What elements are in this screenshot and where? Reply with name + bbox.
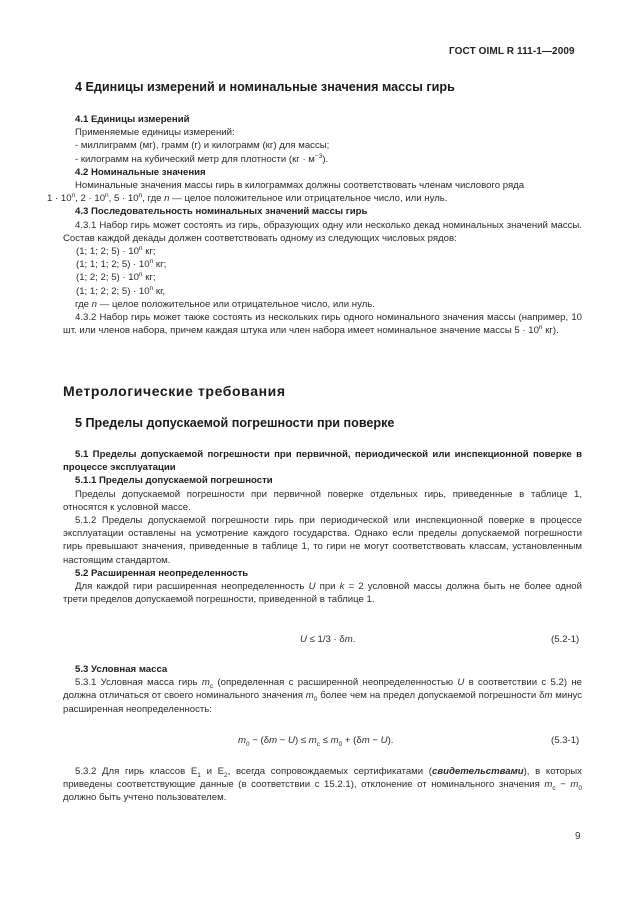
section-4-body xyxy=(47,113,582,337)
equation-5-3-1-number: (5.3-1) xyxy=(551,735,580,746)
equation-5-3-1: $m_0 - (\delta m - U) \le m_c \le m_0 + (\delta m - U)$. xyxy=(238,735,394,748)
section-5-3-2-text: 5.3.2 Для гирь классов $E_1$ и $E_2$, всегда сопровождаемых сертификатами (свидетельствами), в которых приведены соответствующие данные (в соответствии с 15.2.1), отклонение от номинального значения $m_c - m_0$ должно быть учтено пользователем. xyxy=(63,766,582,804)
section-4-1-title: 4.1 Единицы измерений xyxy=(75,114,190,125)
section-5-3-body xyxy=(63,663,582,716)
units-intro: Применяемые единицы измерений: xyxy=(75,127,235,139)
section-5-3-1-text: 5.3.1 Условная масса гирь $m_c$ (определенная с расширенной неопределенностью U в соответствии с 5.2) не должна отличаться от своего номинального значения $m_0$ более чем на предел допускаемой погрешности δm минус расширенная неопределенность: xyxy=(63,677,583,715)
page-number: 9 xyxy=(575,831,581,842)
section-5-body xyxy=(63,448,582,606)
section-5-3-title: 5.3 Условная масса xyxy=(75,664,168,675)
equation-5-2-1: U ≤ 1/3 · δm. xyxy=(300,634,356,645)
section-5-title: 5 Пределы допускаемой погрешности при поверке xyxy=(75,416,395,430)
units-item-mass: - миллиграмм (мг), грамм (г) и килограмм (кг) для массы; xyxy=(75,140,330,152)
section-5-2-text: Для каждой гири расширенная неопределенность U при k = 2 условной массы должна быть не более одной трети пределов допускаемой погрешности, приведенной в таблице 1. xyxy=(63,581,582,606)
nominal-values-series: $1 \cdot 10^n$, $2 \cdot 10^n$, $5 \cdot 10^n$, где n — целое положительное или отрицательное число, или нуль. xyxy=(47,192,448,205)
section-5-3-2-body xyxy=(63,765,582,805)
metrological-requirements-title: Метрологические требования xyxy=(63,383,286,399)
section-4-3-1-text: 4.3.1 Набор гирь может состоять из гирь, образующих одну или несколько декад номинальных значений массы. Состав каждой декады должен соответствовать одному из следующих числовых рядов: xyxy=(63,219,582,244)
section-4-3-title: 4.3 Последовательность номинальных значений массы гирь xyxy=(75,206,368,218)
document-code-header: ГОСТ OIML R 111-1—2009 xyxy=(449,46,575,57)
series-row-1: (1; 1; 2; $5) \cdot 10^n$ кг; xyxy=(76,244,156,258)
section-5-2-title: 5.2 Расширенная неопределенность xyxy=(75,567,249,579)
nominal-values-text: Номинальные значения массы гирь в килограммах должны соответствовать членам числового ряда xyxy=(75,180,525,192)
section-4-title: 4 Единицы измерений и номинальные значения массы гирь xyxy=(75,80,455,94)
where-n-text: где n — целое положительное или отрицательное число, или нуль. xyxy=(75,298,375,310)
series-row-2: (1; 1; 1; 2; $5) \cdot 10^n$ кг; xyxy=(76,258,167,271)
section-5-1-2-text: 5.1.2 Пределы допускаемой погрешности гирь при периодической или инспекционной поверке в процессе эксплуатации оставлены на усмотрение каждого государства. Однако если пределы допускаемой погрешности гирь превышают значения, приведенные в таблице 1, то гири не могут соответствовать классам, установленным настоящим стандартом. xyxy=(63,515,582,566)
equation-5-2-1-number: (5.2-1) xyxy=(551,634,580,645)
series-row-3: (1; 2; 2; $5) \cdot 10^n$ кг; xyxy=(76,271,156,284)
series-row-4: (1; 1; 2; 2; $5) \cdot 10^n$ кг, xyxy=(76,284,166,297)
section-5-1-title: 5.1 Пределы допускаемой погрешности при первичной, периодической или инспекционной поверке в процессе эксплуатации xyxy=(63,449,582,474)
section-5-1-1-title: 5.1.1 Пределы допускаемой погрешности xyxy=(75,475,273,487)
section-5-1-1-text: Пределы допускаемой погрешности при первичной поверке отдельных гирь, приведенные в таблице 1, относятся к условной массе. xyxy=(63,488,582,513)
section-4-2-title: 4.2 Номинальные значения xyxy=(75,166,206,178)
units-item-density: - килограмм на кубический метр для плотности $(кг \cdot м^{-3})$. xyxy=(75,152,329,165)
section-4-3-2-text: 4.3.2 Набор гирь может также состоять из нескольких гирь одного номинального значения массы (например, 10 шт. или членов набора, причем каждая штука или член набора имеет номинальное значение массы $5 \cdot 10^n$ кг). xyxy=(63,312,582,337)
